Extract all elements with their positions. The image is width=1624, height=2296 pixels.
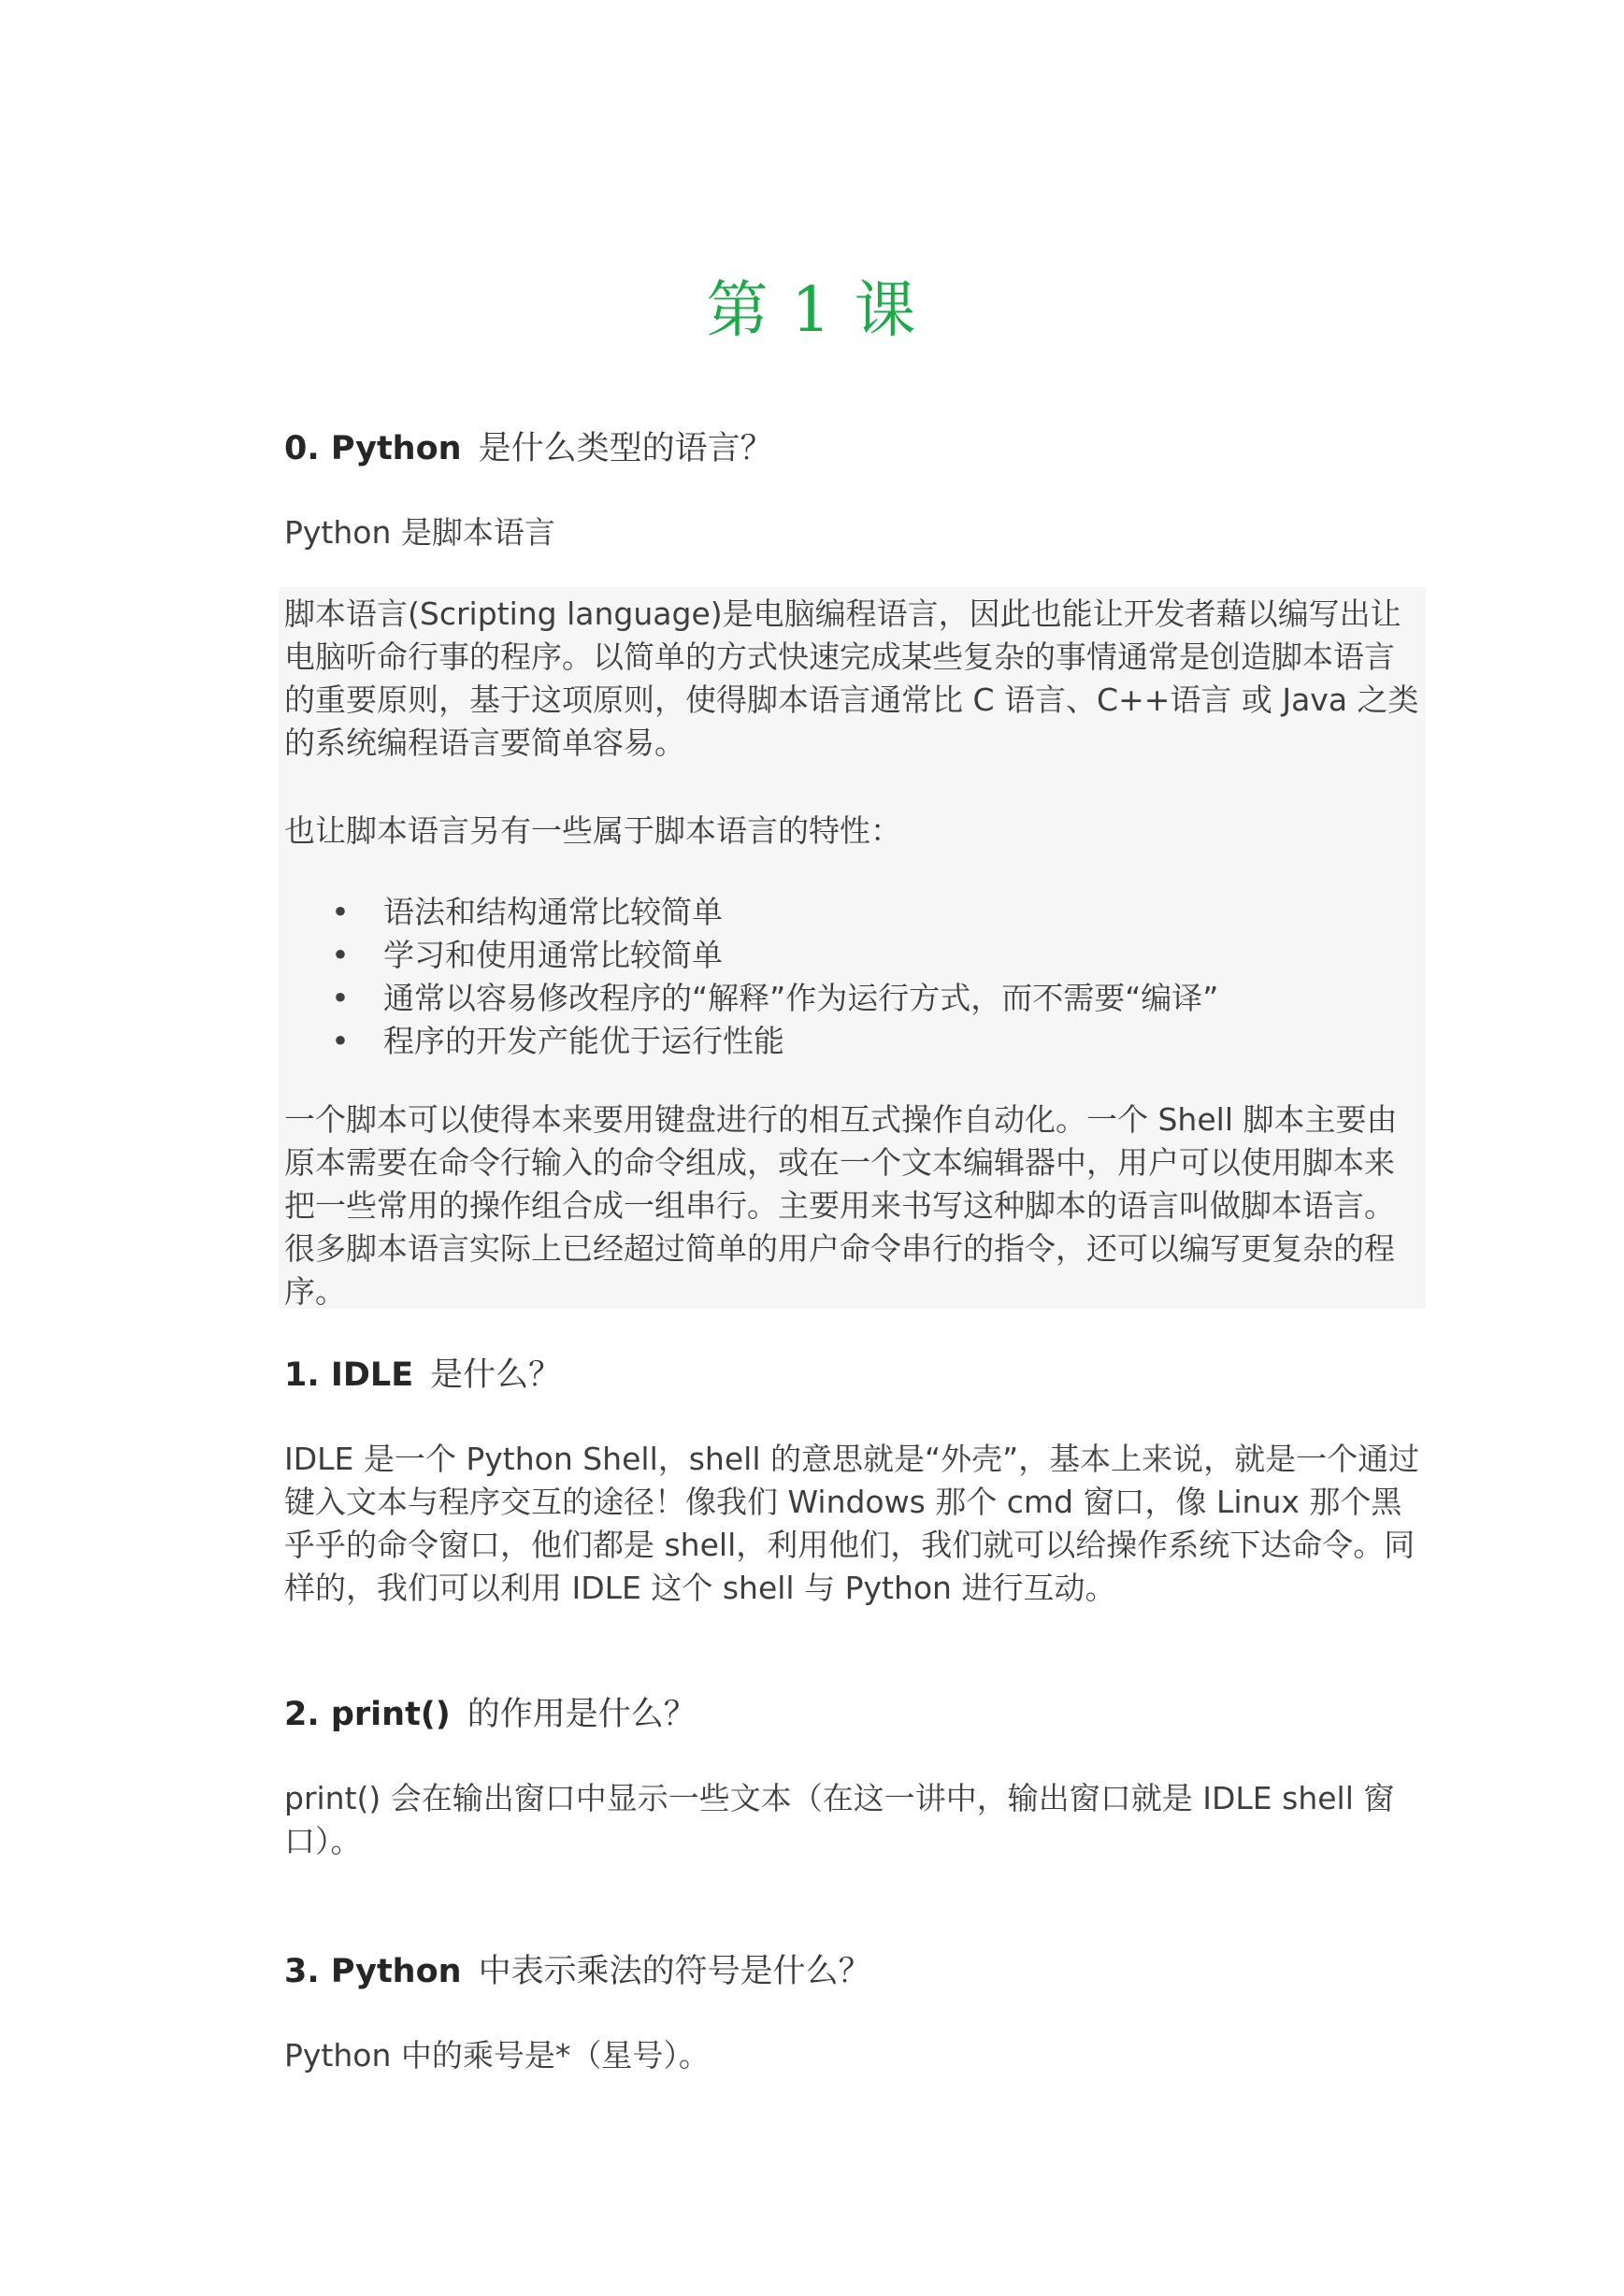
question-0-number: 0. Python (284, 430, 462, 467)
lesson-title: 第 1 课 (706, 274, 918, 346)
question-2-answer: print() 会在输出窗口中显示一些文本（在这一讲中，输出窗口就是 IDLE shell 窗口）。 (284, 1780, 1395, 1859)
question-3-text: 中表示乘法的符号是什么？ (478, 1953, 871, 1990)
question-0-heading (284, 428, 1420, 469)
question-1-text: 是什么？ (430, 1356, 562, 1394)
question-1-heading (284, 1355, 1420, 1396)
question-3-number: 3. Python (284, 1953, 462, 1990)
question-1-number: 1. IDLE (284, 1356, 414, 1394)
list-item: • 学习和使用通常比较简单 (284, 934, 1420, 977)
scripting-language-definition: 脚本语言(Scripting language)是电脑编程语言，因此也能让开发者藉以编写出让电脑听命行事的程序。以简单的方式快速完成某些复杂的事情通常是创造脚本语言的重要原则，基于这项原则，使得脚本语言通常比 C 语言、C++语言 或 Java 之类的系统编程语言要简单容易。 (284, 596, 1419, 761)
list-item: • 程序的开发产能优于运行性能 (284, 1020, 1420, 1063)
question-2-text: 的作用是什么？ (467, 1696, 697, 1733)
bullet-icon: • (331, 937, 350, 973)
question-1-answer: IDLE 是一个 Python Shell，shell 的意思就是“外壳”，基本上来说，就是一个通过键入文本与程序交互的途径！像我们 Windows 那个 cmd 窗口，像 Linux 那个黑乎乎的命令窗口，他们都是 shell，利用他们，我们就可以给操作系统下达命令。同样的，我们可以利用 IDLE 这个 shell 与 Python 进行互动。 (284, 1441, 1420, 1606)
question-3-answer: Python 中的乘号是*（星号）。 (284, 2037, 710, 2074)
bullet-icon: • (331, 980, 350, 1016)
list-item: • 语法和结构通常比较简单 (284, 891, 1420, 934)
list-item: • 通常以容易修改程序的“解释”作为运行方式，而不需要“编译” (284, 977, 1420, 1020)
question-2-number: 2. print() (284, 1696, 451, 1733)
features-list-container (284, 891, 1420, 1063)
question-0-answer: Python 是脚本语言 (284, 514, 555, 551)
bullet-icon: • (331, 1023, 350, 1059)
features-list (284, 891, 1420, 1063)
shell-script-paragraph: 一个脚本可以使得本来要用键盘进行的相互式操作自动化。一个 Shell 脚本主要由原本需要在命令行输入的命令组成，或在一个文本编辑器中，用户可以使用脚本来把一些常用的操作组合成一组串行。主要用来书写这种脚本的语言叫做脚本语言。很多脚本语言实际上已经超过简单的用户命令串行的指令，还可以编写更复杂的程序。 (284, 1101, 1398, 1310)
question-0-text: 是什么类型的语言？ (478, 430, 773, 467)
question-2-heading (284, 1694, 1420, 1735)
features-intro: 也让脚本语言另有一些属于脚本语言的特性： (284, 812, 901, 849)
question-3-heading (284, 1951, 1420, 1992)
bullet-icon: • (331, 894, 350, 930)
